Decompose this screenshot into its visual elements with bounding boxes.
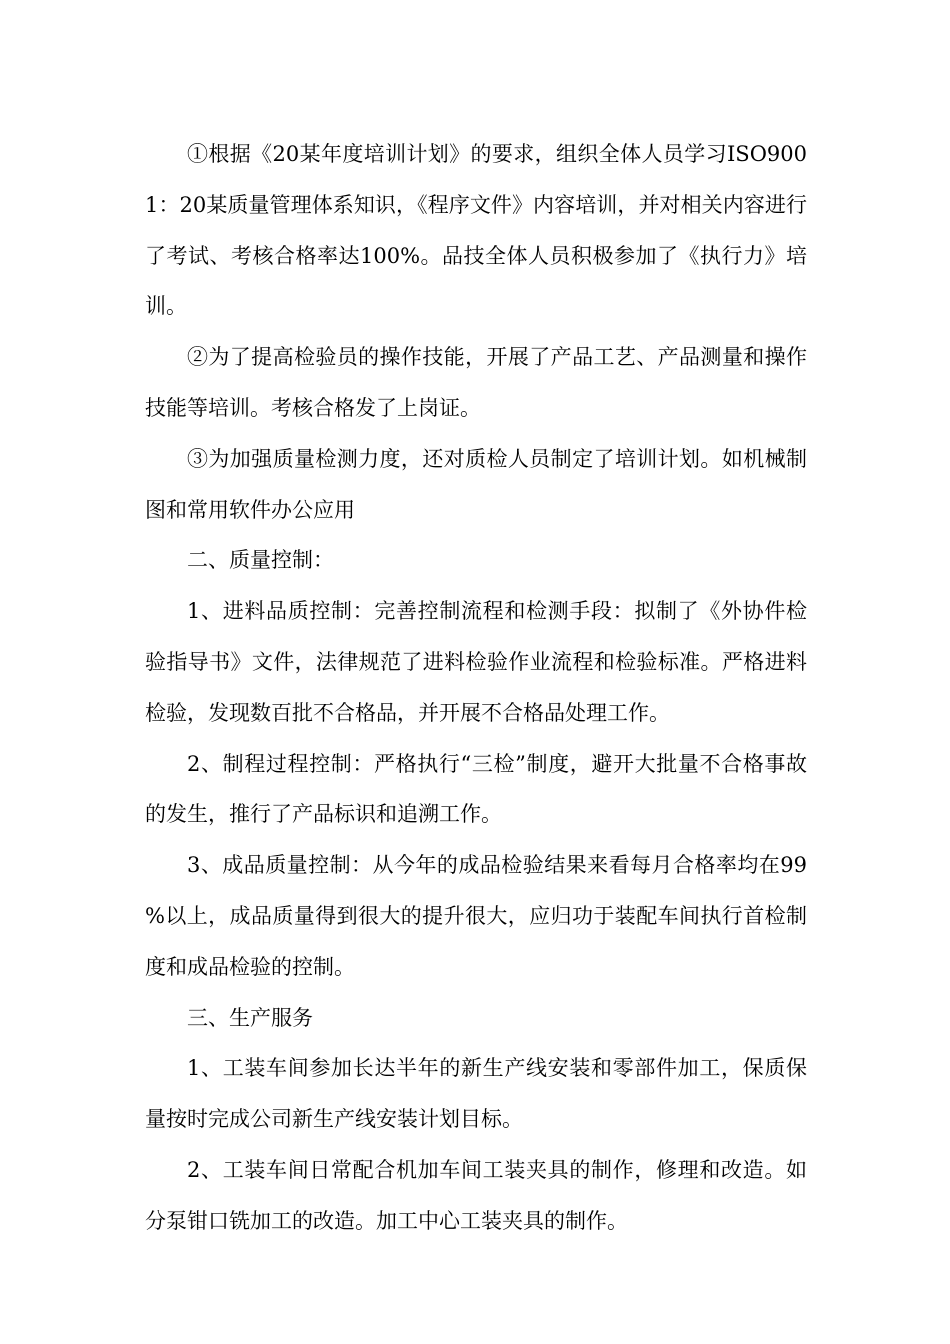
paragraph-production-line: 1、工装车间参加长达半年的新生产线安装和零部件加工，保质保量按时完成公司新生产线安装计划目标。 [145, 1056, 807, 1132]
paragraph-process-control: 2、制程过程控制：严格执行“三检”制度，避开大批量不合格事故的发生，推行了产品标识和追溯工作。 [145, 751, 807, 827]
paragraph-training-plan: ①根据《20某年度培训计划》的要求，组织全体人员学习ISO9001：20某质量管理体系知识，《程序文件》内容培训，并对相关内容进行了考试、考核合格率达100%。品技全体人员积极参加了《执行力》培训。 [145, 142, 807, 319]
paragraph-fixtures: 2、工装车间日常配合机加车间工装夹具的制作，修理和改造。如分泵钳口铣加工的改造。加工中心工装夹具的制作。 [145, 1157, 807, 1233]
paragraph-finished-product: 3、成品质量控制：从今年的成品检验结果来看每月合格率均在99%以上，成品质量得到很大的提升很大，应归功于装配车间执行首检制度和成品检验的控制。 [145, 853, 807, 979]
section-heading-production-service: 三、生产服务 [187, 1005, 313, 1030]
section-heading-quality-control: 二、质量控制： [187, 548, 334, 573]
paragraph-incoming-material: 1、进料品质控制：完善控制流程和检测手段：拟制了《外协件检验指导书》文件，法律规范了进料检验作业流程和检验标准。严格进料检验，发现数百批不合格品，并开展不合格品处理工作。 [145, 599, 807, 725]
paragraph-qc-training: ③为加强质量检测力度，还对质检人员制定了培训计划。如机械制图和常用软件办公应用 [145, 446, 807, 522]
document-body [145, 129, 807, 1247]
paragraph-inspector-skills: ②为了提高检验员的操作技能，开展了产品工艺、产品测量和操作技能等培训。考核合格发了上岗证。 [145, 345, 807, 420]
